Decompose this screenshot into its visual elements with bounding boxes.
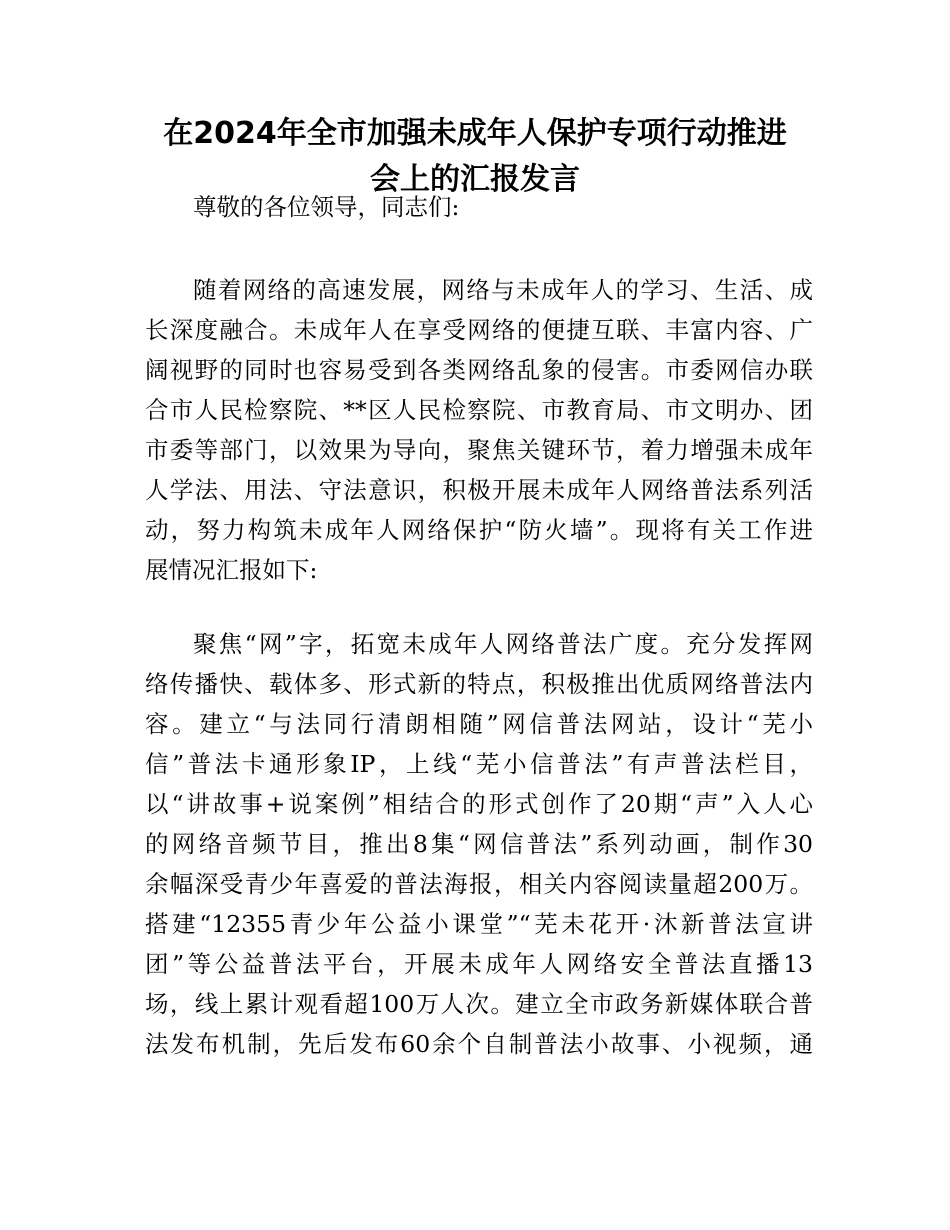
paragraph-2-line: 容。建立“与法同行清朗相随”网信普法网站，设计“芜小: [145, 710, 813, 738]
paragraph-1-line: 合市人民检察院、**区人民检察院、市教育局、市文明办、团: [145, 396, 813, 424]
paragraph-2-line: 法发布机制，先后发布60余个自制普法小故事、小视频，通: [145, 1030, 813, 1058]
document-title-line-1: 在2024年全市加强未成年人保护专项行动推进: [163, 116, 787, 151]
paragraph-2-line: 信”普法卡通形象IP，上线“芜小信普法”有声普法栏目，: [145, 750, 813, 778]
paragraph-1-line: 人学法、用法、守法意识，积极开展未成年人网络普法系列活: [145, 476, 813, 504]
paragraph-1-line: 市委等部门，以效果为导向，聚焦关键环节，着力增强未成年: [145, 436, 813, 464]
paragraph-2-line: 络传播快、载体多、形式新的特点，积极推出优质网络普法内: [145, 670, 813, 698]
paragraph-2-line: 的网络音频节目，推出8集“网信普法”系列动画，制作30: [145, 830, 813, 858]
paragraph-1-line: 随着网络的高速发展，网络与未成年人的学习、生活、成: [193, 276, 813, 304]
paragraph-2-line: 团”等公益普法平台，开展未成年人网络安全普法直播13: [145, 950, 813, 978]
paragraph-1-line: 阔视野的同时也容易受到各类网络乱象的侵害。市委网信办联: [145, 356, 813, 384]
paragraph-2-line: 场，线上累计观看超100万人次。建立全市政务新媒体联合普: [145, 990, 813, 1018]
paragraph-1-line: 展情况汇报如下:: [145, 556, 318, 584]
paragraph-1-line: 长深度融合。未成年人在享受网络的便捷互联、丰富内容、广: [145, 316, 813, 344]
paragraph-2-line: 余幅深受青少年喜爱的普法海报，相关内容阅读量超200万。: [145, 870, 813, 898]
document-title-line-2: 会上的汇报发言: [370, 162, 580, 197]
paragraph-2-line: 搭建“12355青少年公益小课堂”“芜未花开·沐新普法宣讲: [145, 910, 813, 938]
paragraph-1-line: 动，努力构筑未成年人网络保护“防火墙”。现将有关工作进: [145, 516, 813, 544]
salutation: 尊敬的各位领导，同志们:: [193, 193, 460, 221]
paragraph-2-line: 聚焦“网”字，拓宽未成年人网络普法广度。充分发挥网: [193, 630, 813, 658]
paragraph-2-line: 以“讲故事+说案例”相结合的形式创作了20期“声”入人心: [145, 790, 813, 818]
